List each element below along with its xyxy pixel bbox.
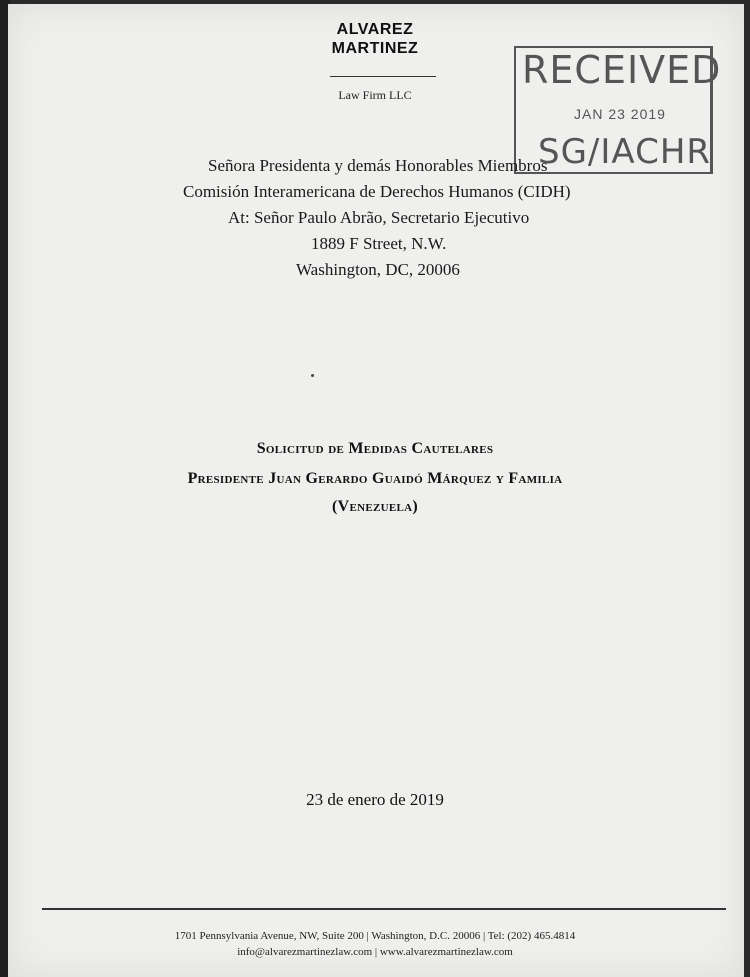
received-stamp xyxy=(514,46,722,174)
firm-name-line-1: ALVAREZ xyxy=(336,21,414,38)
title-line-2: Presidente Juan Gerardo Guaidó Márquez y Familia xyxy=(187,470,563,487)
title-line-1: Solicitud de Medidas Cautelares xyxy=(256,440,494,457)
stamp-date: JAN 23 2019 xyxy=(574,106,666,122)
firm-name-line-2: MARTINEZ xyxy=(331,40,419,57)
scan-speck xyxy=(311,374,314,377)
stamp-title: RECEIVED xyxy=(522,48,722,92)
addressee-line-3: At: Señor Paulo Abrão, Secretario Ejecutivo xyxy=(228,208,530,227)
firm-logo-name xyxy=(300,20,450,58)
footer-contact: info@alvarezmartinezlaw.com | www.alvarezmartinezlaw.com xyxy=(237,946,513,958)
title-line-3: (Venezuela) xyxy=(331,498,419,515)
addressee-line-4: 1889 F Street, N.W. xyxy=(311,234,447,253)
firm-subtitle: Law Firm LLC xyxy=(338,88,412,102)
stamp-org: SG/IACHR xyxy=(538,132,712,172)
letterhead-divider xyxy=(330,76,436,77)
addressee-line-5: Washington, DC, 20006 xyxy=(296,260,460,279)
document-date: 23 de enero de 2019 xyxy=(306,790,444,809)
addressee-line-1: Señora Presidenta y demás Honorables Miembros xyxy=(208,156,548,175)
footer-address: 1701 Pennsylvania Avenue, NW, Suite 200 | Washington, D.C. 20006 | Tel: (202) 465.4814 xyxy=(174,930,576,942)
addressee-line-2: Comisión Interamericana de Derechos Humanos (CIDH) xyxy=(183,182,571,201)
footer-divider xyxy=(42,908,726,910)
